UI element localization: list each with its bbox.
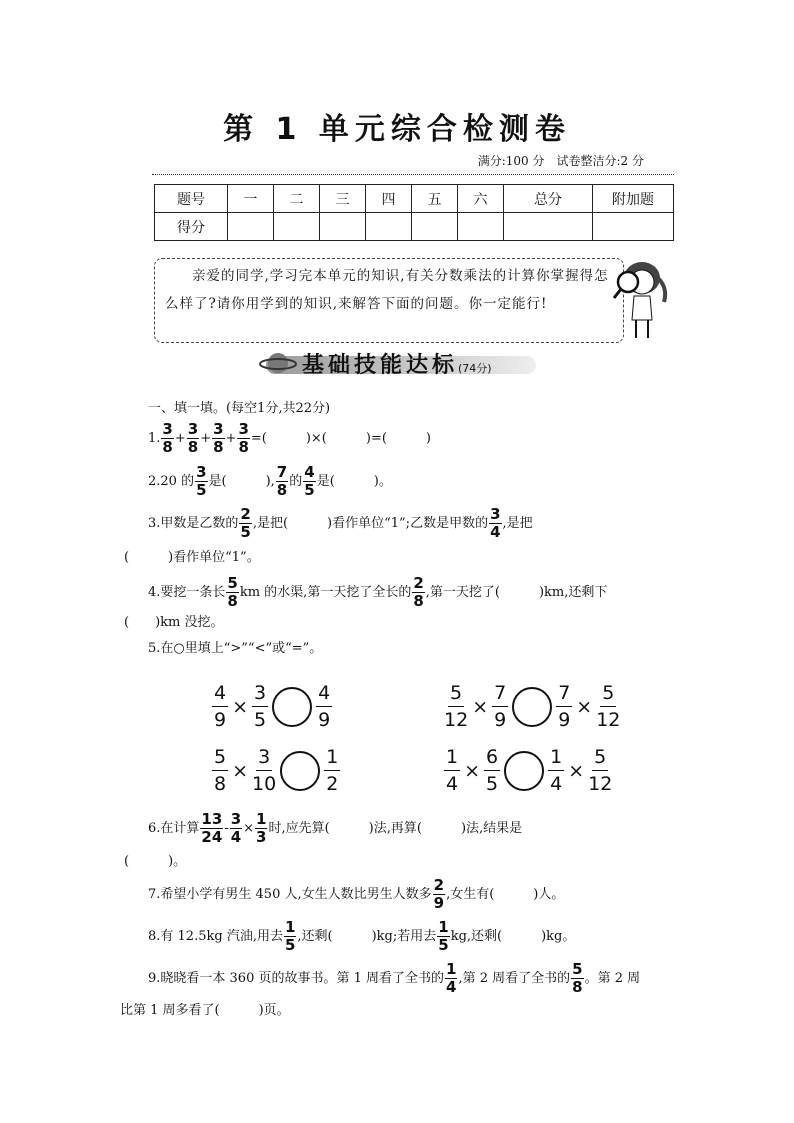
table-cell: 题号 — [155, 185, 228, 213]
question-text: 9.晓晓看一本 360 页的故事书。第 1 周看了全书的 — [148, 971, 445, 986]
plus-sign: + — [200, 431, 212, 446]
question-number: 1. — [148, 431, 161, 446]
numerator: 3 — [238, 420, 249, 438]
numerator: 4 — [304, 463, 315, 481]
question-text: 4.要挖一条长 — [148, 585, 226, 600]
numerator: 1 — [548, 746, 564, 771]
plus-sign: + — [225, 431, 237, 446]
numerator: 13 — [201, 810, 223, 828]
fraction — [433, 878, 445, 911]
numerator: 3 — [187, 420, 199, 438]
fraction — [303, 465, 315, 498]
answer-blank[interactable]: 是( ), — [208, 474, 275, 489]
question-3-line2[interactable]: ( )看作单位“1”。 — [124, 550, 260, 565]
question-1 — [148, 422, 431, 455]
score-cell[interactable] — [504, 213, 593, 241]
question-8 — [148, 920, 575, 953]
girl-with-magnifier-icon — [608, 258, 672, 342]
denominator: 9 — [433, 894, 445, 912]
fraction — [276, 465, 288, 498]
intro-box: 亲爱的同学,学习完本单元的知识,有关分数乘法的计算你掌握得怎么样了?请你用学到的知识,来解答下面的问题。你一定能行! — [154, 258, 624, 343]
denominator: 8 — [572, 978, 583, 996]
question-text: 3.甲数是乙数的 — [148, 516, 239, 531]
numerator: 4 — [212, 682, 228, 707]
score-table — [154, 184, 674, 241]
answer-blank[interactable]: ,女生有( )人。 — [446, 887, 565, 902]
denominator: 8 — [187, 438, 199, 456]
answer-blank[interactable]: 时,应先算( )法,再算( )法,结果是 — [268, 821, 523, 836]
numerator: 1 — [446, 960, 457, 978]
fraction — [324, 746, 340, 795]
compare-circle[interactable] — [504, 751, 544, 791]
compare-item-b — [444, 682, 620, 731]
fraction — [596, 682, 620, 731]
fraction — [161, 422, 173, 455]
fraction — [484, 746, 500, 795]
times-sign: × — [232, 695, 249, 718]
question-5: 5.在○里填上“>”“<”或“=”。 — [148, 641, 323, 656]
numerator: 1 — [284, 918, 296, 936]
fraction — [284, 920, 296, 953]
page-title: 第 1 单元综合检测卷 — [223, 112, 571, 147]
section-title — [302, 348, 492, 379]
denominator: 4 — [446, 773, 459, 795]
numerator: 1 — [324, 746, 340, 771]
denominator: 4 — [446, 978, 457, 996]
numerator: 7 — [492, 682, 508, 707]
question-4-line2[interactable]: ( )km 没挖。 — [124, 615, 224, 630]
question-text: 2.20 的 — [148, 474, 195, 489]
numerator: 3 — [162, 420, 173, 438]
denominator: 8 — [238, 438, 249, 456]
fraction — [556, 682, 572, 731]
fraction — [444, 746, 460, 795]
times-sign: × — [568, 759, 585, 782]
question-text: 7.希望小学有男生 450 人,女生人数比男生人数多 — [148, 887, 432, 902]
fraction — [492, 682, 508, 731]
numerator: 1 — [256, 810, 267, 828]
fraction — [445, 962, 457, 995]
times-sign: × — [472, 695, 489, 718]
question-text: 。第 2 周 — [584, 971, 641, 986]
score-info: 满分:100 分 试卷整洁分:2 分 — [477, 154, 644, 168]
table-cell: 附加题 — [593, 185, 674, 213]
score-cell[interactable] — [320, 213, 366, 241]
question-text: 6.在计算 — [148, 821, 200, 836]
numerator: 3 — [230, 810, 242, 828]
denominator: 5 — [196, 481, 207, 499]
denominator: 8 — [214, 773, 227, 795]
denominator: 9 — [494, 709, 507, 731]
denominator: 12 — [588, 773, 613, 795]
denominator: 5 — [284, 936, 296, 954]
denominator: 5 — [240, 523, 251, 541]
question-4 — [148, 576, 607, 609]
fraction — [252, 682, 268, 731]
fraction — [316, 682, 332, 731]
numerator: 3 — [256, 746, 272, 771]
fraction — [412, 576, 424, 609]
numerator: 6 — [484, 746, 500, 771]
denominator: 4 — [550, 773, 563, 795]
numerator: 2 — [433, 876, 445, 894]
numerator: 3 — [213, 420, 224, 438]
fraction — [187, 422, 199, 455]
answer-blank[interactable]: kg,还剩( )kg。 — [450, 929, 576, 944]
table-row — [155, 213, 674, 241]
fraction — [226, 576, 238, 609]
numerator: 5 — [600, 682, 616, 707]
numerator: 1 — [444, 746, 460, 771]
table-cell: 二 — [274, 185, 320, 213]
numerator: 5 — [592, 746, 608, 771]
score-cell[interactable] — [228, 213, 274, 241]
denominator: 9 — [318, 709, 331, 731]
denominator: 4 — [230, 828, 242, 846]
score-cell[interactable] — [412, 213, 458, 241]
numerator: 7 — [276, 463, 288, 481]
part1-heading: 一、填一填。(每空1分,共22分) — [148, 401, 331, 416]
question-text: km 的水渠,第一天挖了全长的 — [239, 585, 412, 600]
numerator: 1 — [438, 918, 449, 936]
denominator: 8 — [227, 592, 238, 610]
denominator: 2 — [326, 773, 339, 795]
section-points: (74分) — [458, 362, 492, 375]
compare-circle[interactable] — [272, 687, 312, 727]
compare-circle[interactable] — [280, 751, 320, 791]
denominator: 8 — [276, 481, 288, 499]
numerator: 3 — [252, 682, 268, 707]
numerator: 3 — [490, 505, 501, 523]
fraction — [252, 746, 276, 795]
fraction — [212, 746, 228, 795]
compare-item-c — [212, 746, 340, 795]
fraction — [571, 962, 583, 995]
score-cell[interactable] — [274, 213, 320, 241]
question-text: 8.有 12.5kg 汽油,用去 — [148, 929, 283, 944]
table-cell: 五 — [412, 185, 458, 213]
denominator: 8 — [162, 438, 173, 456]
fraction — [230, 812, 242, 845]
fraction — [588, 746, 612, 795]
plus-sign: + — [174, 431, 186, 446]
table-cell: 四 — [366, 185, 412, 213]
question-text: 的 — [289, 474, 303, 489]
minus-sign: - — [224, 821, 229, 836]
question-text[interactable]: ,是把( )看作单位“1”;乙数是甲数的 — [252, 516, 489, 531]
denominator: 8 — [213, 438, 224, 456]
denominator: 9 — [558, 709, 571, 731]
numerator: 2 — [240, 505, 251, 523]
fraction — [212, 682, 228, 731]
denominator: 4 — [490, 523, 501, 541]
compare-item-a — [212, 682, 332, 731]
question-6 — [148, 812, 522, 845]
answer-blanks[interactable]: =( )×( )=( ) — [250, 431, 431, 446]
question-7 — [148, 878, 564, 911]
denominator: 5 — [254, 709, 267, 731]
denominator: 5 — [486, 773, 499, 795]
table-cell: 一 — [228, 185, 274, 213]
question-2 — [148, 465, 392, 498]
times-sign: × — [243, 821, 255, 836]
fraction — [255, 812, 267, 845]
numerator: 4 — [316, 682, 332, 707]
fraction — [239, 507, 251, 540]
numerator: 5 — [212, 746, 228, 771]
numerator: 5 — [448, 682, 464, 707]
numerator: 5 — [572, 960, 583, 978]
denominator: 24 — [201, 828, 223, 846]
question-9-line2[interactable]: 比第 1 周多看了( )页。 — [120, 1003, 290, 1018]
fraction — [237, 422, 249, 455]
table-cell: 三 — [320, 185, 366, 213]
fraction — [437, 920, 449, 953]
compare-circle[interactable] — [512, 687, 552, 727]
compare-item-d — [444, 746, 612, 795]
numerator: 3 — [196, 463, 207, 481]
answer-blank[interactable]: ,还剩( )kg;若用去 — [297, 929, 437, 944]
question-text: ,第 2 周看了全书的 — [458, 971, 571, 986]
denominator: 3 — [256, 828, 267, 846]
fraction — [212, 422, 224, 455]
table-cell: 总分 — [504, 185, 593, 213]
score-cell[interactable] — [593, 213, 674, 241]
answer-blank[interactable]: ,第一天挖了( )km,还剩下 — [425, 585, 608, 600]
section-heading — [258, 348, 538, 378]
numerator: 5 — [227, 574, 238, 592]
denominator: 12 — [596, 709, 621, 731]
table-row — [155, 185, 674, 213]
denominator: 5 — [304, 481, 315, 499]
table-cell: 得分 — [155, 213, 228, 241]
denominator: 12 — [444, 709, 469, 731]
numerator: 2 — [413, 574, 424, 592]
denominator: 8 — [413, 592, 424, 610]
fraction — [489, 507, 501, 540]
table-cell: 六 — [458, 185, 504, 213]
times-sign: × — [464, 759, 481, 782]
divider — [152, 174, 674, 175]
numerator: 7 — [556, 682, 572, 707]
score-cell[interactable] — [458, 213, 504, 241]
fraction — [200, 812, 223, 845]
answer-blank[interactable]: 是( )。 — [316, 474, 392, 489]
denominator: 10 — [252, 773, 277, 795]
section-title-text: 基础技能达标 — [302, 353, 459, 378]
fraction — [195, 465, 207, 498]
denominator: 5 — [438, 936, 449, 954]
fraction — [444, 682, 468, 731]
question-3 — [148, 507, 533, 540]
times-sign: × — [232, 759, 249, 782]
score-cell[interactable] — [366, 213, 412, 241]
question-text: ,是把 — [502, 516, 533, 531]
times-sign: × — [576, 695, 593, 718]
fraction — [548, 746, 564, 795]
planet-icon — [258, 348, 298, 378]
denominator: 9 — [214, 709, 227, 731]
question-6-line2[interactable]: ( )。 — [124, 854, 187, 869]
question-9 — [148, 962, 640, 995]
